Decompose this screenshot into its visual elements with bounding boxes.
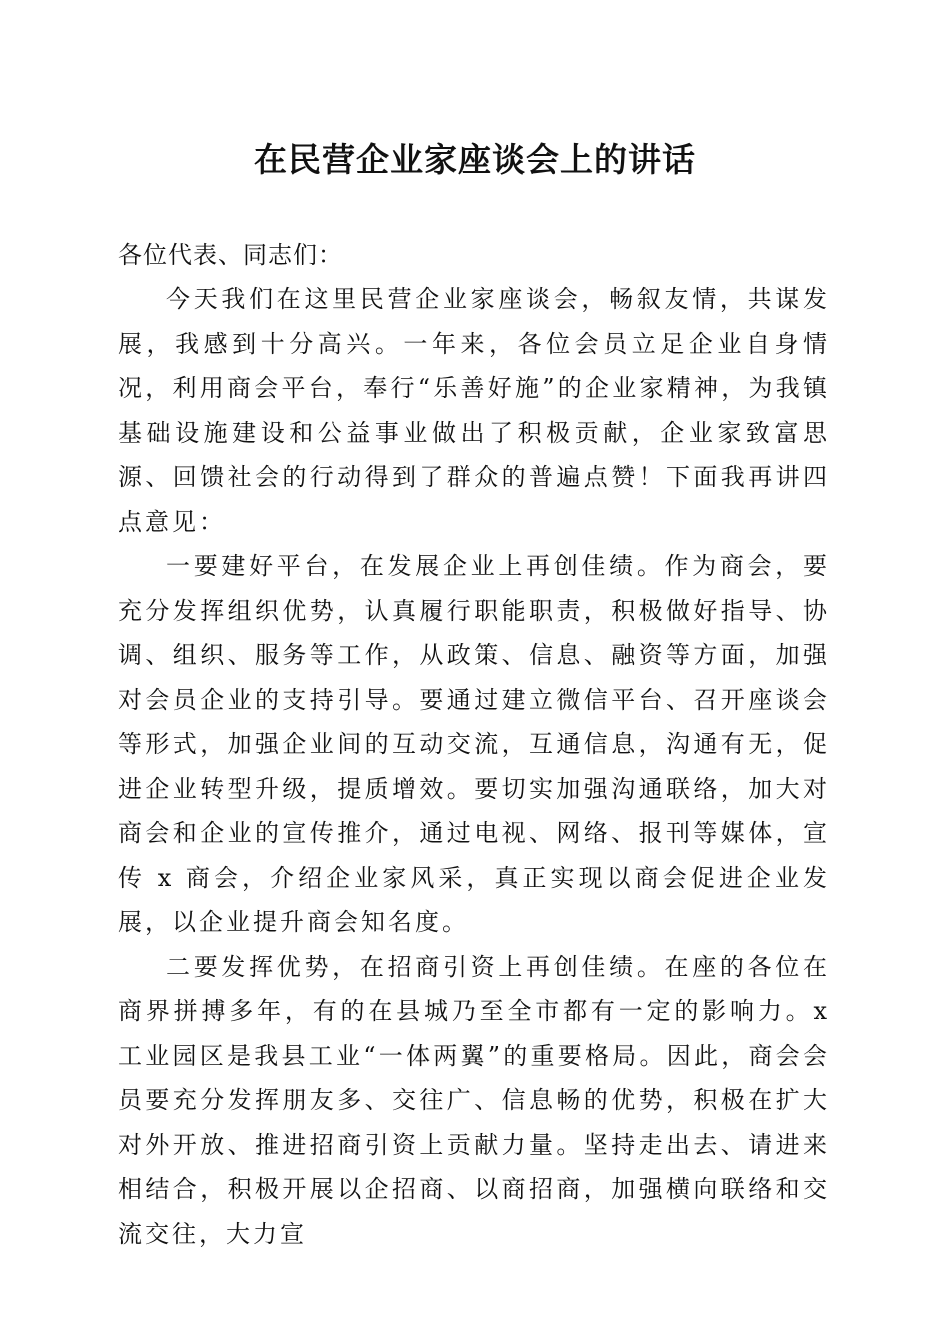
paragraph-opening: 今天我们在这里民营企业家座谈会，畅叙友情，共谋发展，我感到十分高兴。一年来，各位会员立足企业自身情况，利用商会平台，奉行“乐善好施”的企业家精神，为我镇基础设施建设和公益事业做出了积极贡献，企业家致富思源、回馈社会的行动得到了群众的普遍点赞！下面我再讲四点意见：	[118, 285, 830, 536]
paragraph-point-one: 一要建好平台，在发展企业上再创佳绩。作为商会，要充分发挥组织优势，认真履行职能职责，积极做好指导、协调、组织、服务等工作，从政策、信息、融资等方面，加强对会员企业的支持引导。要通过建立微信平台、召开座谈会等形式，加强企业间的互动交流，互通信息，沟通有无，促进企业转型升级，提质增效。要切实加强沟通联络，加大对商会和企业的宣传推介，通过电视、网络、报刊等媒体，宣传 x 商会，介绍企业家风采，真正实现以商会促进企业发展，以企业提升商会知名度。	[118, 552, 830, 936]
paragraph-point-two: 二要发挥优势，在招商引资上再创佳绩。在座的各位在商界拼搏多年，有的在县城乃至全市都有一定的影响力。x 工业园区是我县工业“一体两翼”的重要格局。因此，商会会员要充分发挥朋友多、交往广、信息畅的优势，积极在扩大对外开放、推进招商引资上贡献力量。坚持走出去、请进来相结合，积极开展以企招商、以商招商，加强横向联络和交流交往，大力宣	[118, 952, 830, 1248]
salutation: 各位代表、同志们：	[118, 241, 343, 269]
document-title: 在民营企业家座谈会上的讲话	[254, 140, 696, 179]
document-body	[118, 233, 830, 1256]
